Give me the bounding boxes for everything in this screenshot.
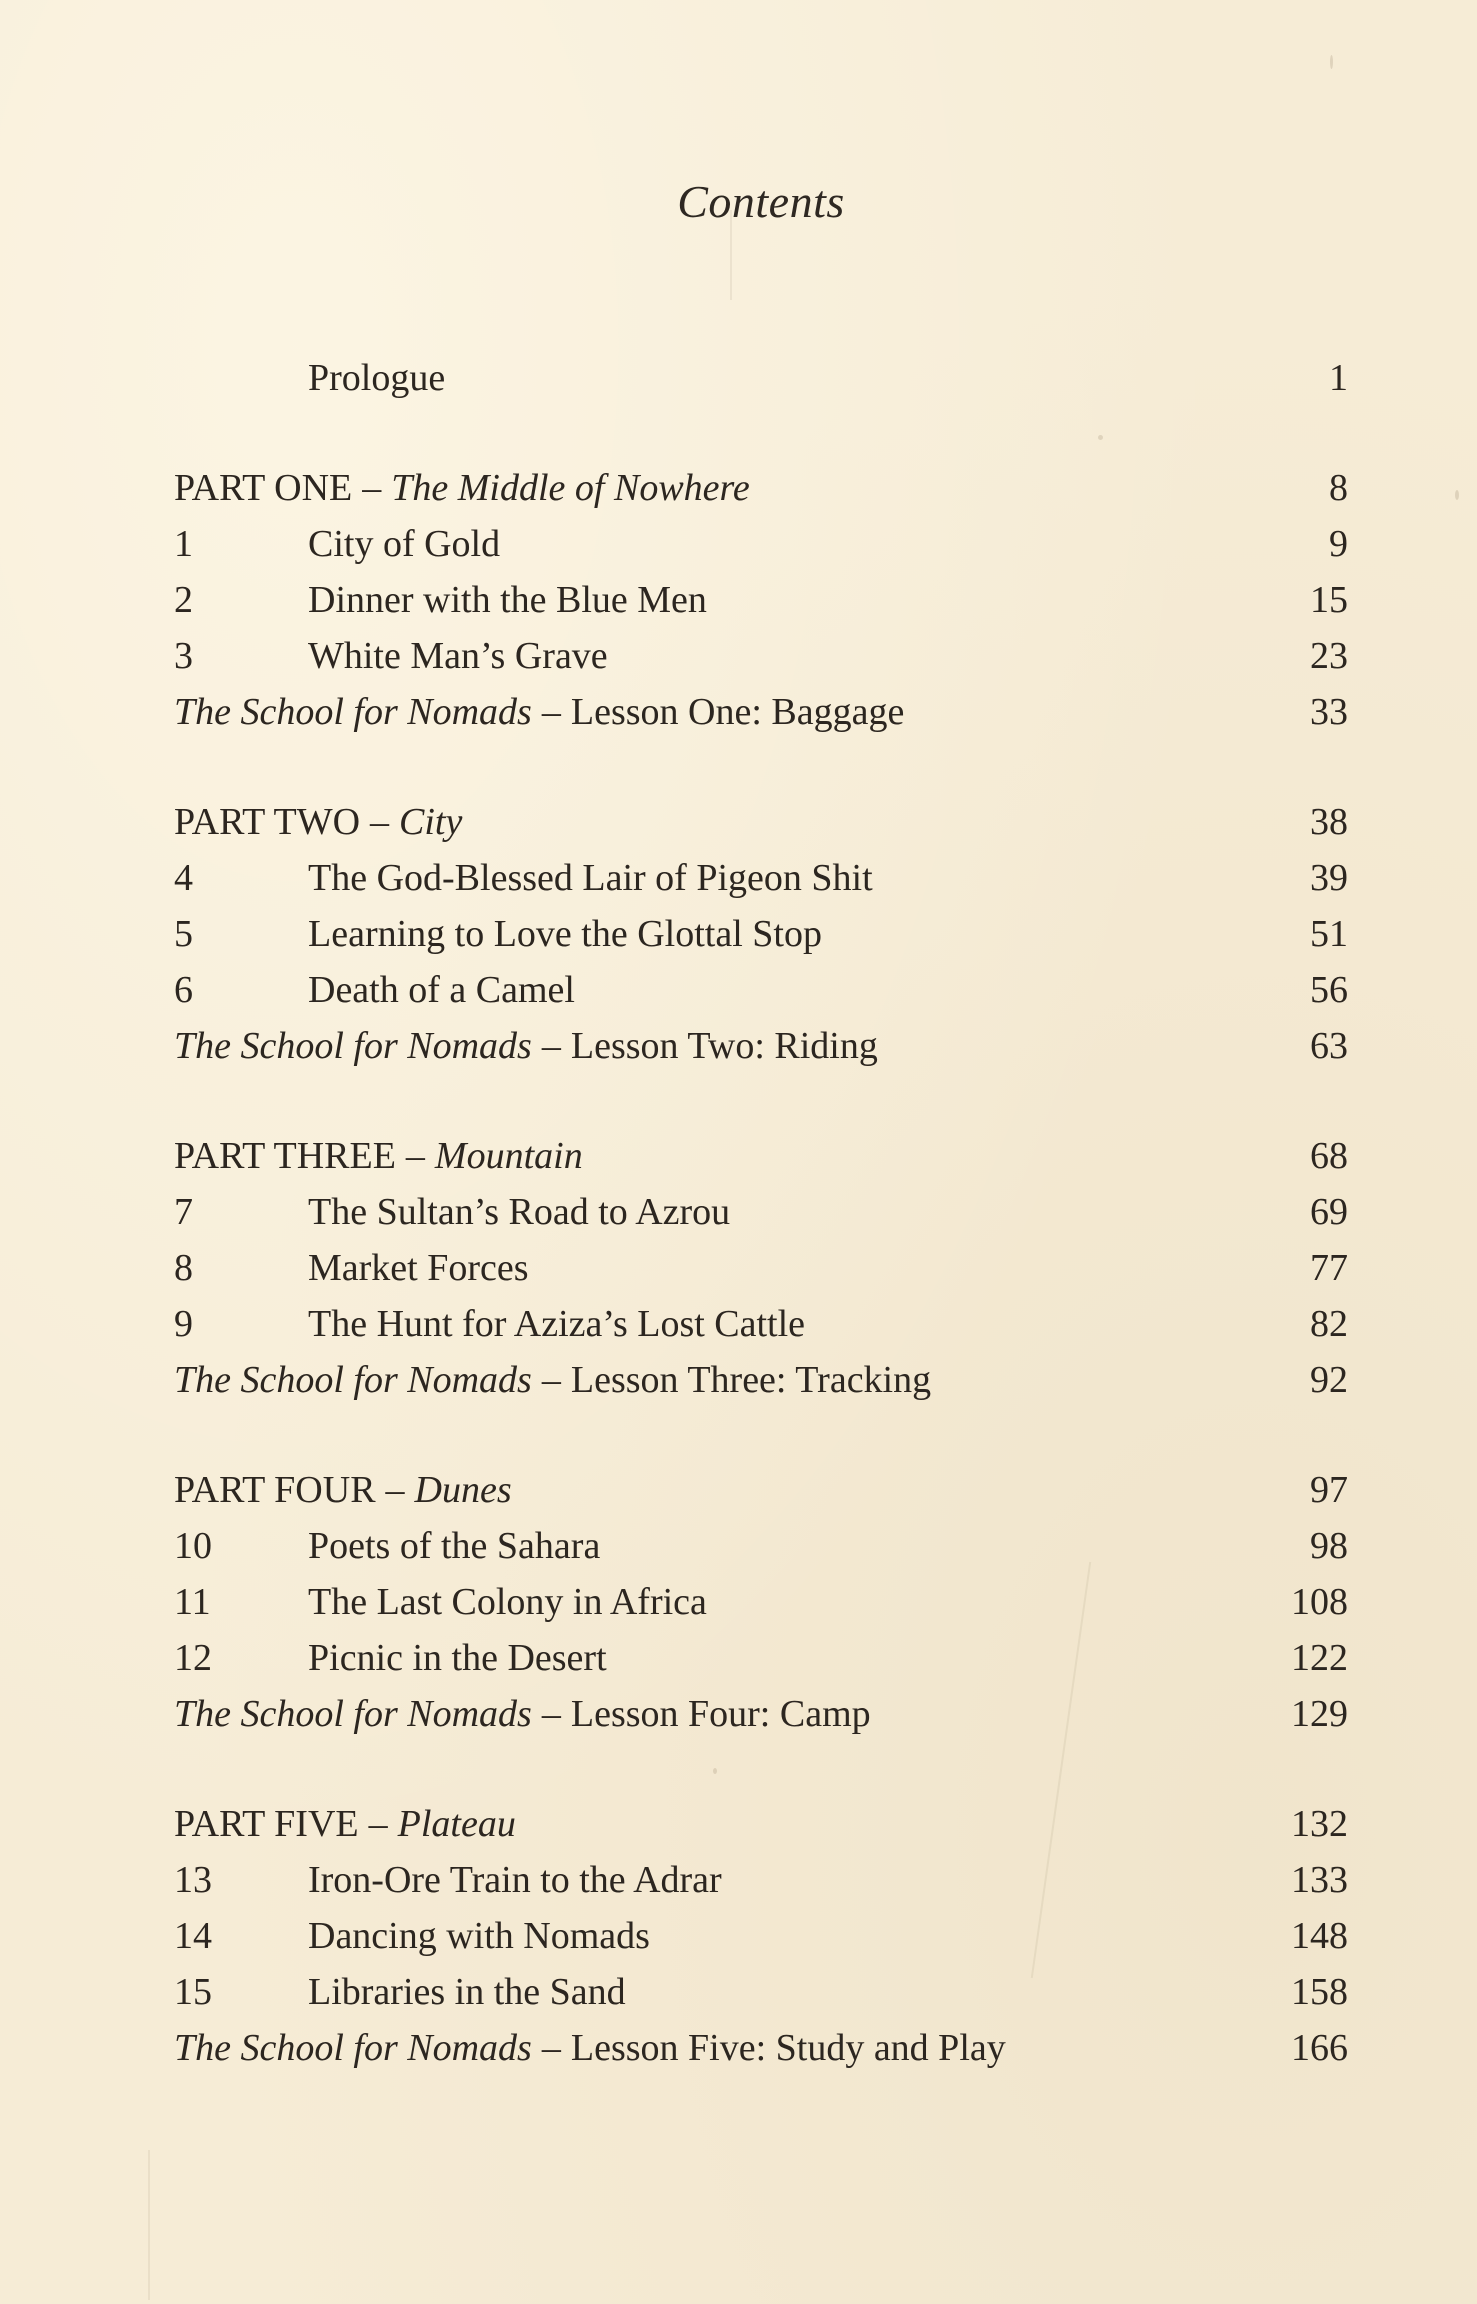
chapter-number: 9	[174, 1303, 193, 1345]
part-page-number: 8	[1329, 467, 1348, 509]
chapter-number: 2	[174, 579, 193, 621]
lesson-row	[174, 1018, 1348, 1074]
separator-dash: –	[541, 1025, 561, 1067]
lesson-entry	[174, 1352, 931, 1408]
chapter-row	[174, 1296, 1348, 1352]
lesson-title: Lesson Three: Tracking	[570, 1359, 932, 1401]
chapter-title: Poets of the Sahara	[308, 1525, 601, 1567]
chapter-title: Market Forces	[308, 1247, 529, 1289]
lesson-prefix: The School for Nomads	[174, 1693, 532, 1735]
chapter-title: Dancing with Nomads	[308, 1915, 650, 1957]
chapter-title: Dinner with the Blue Men	[308, 579, 707, 621]
part-heading	[174, 1128, 583, 1184]
chapter-row	[174, 572, 1348, 628]
chapter-title: Learning to Love the Glottal Stop	[308, 913, 822, 955]
section-gap	[174, 1074, 1348, 1128]
chapter-number: 14	[174, 1915, 212, 1957]
separator-dash: –	[541, 691, 561, 733]
chapter-number: 4	[174, 857, 193, 899]
chapter-row	[174, 1574, 1348, 1630]
chapter-number: 11	[174, 1581, 211, 1623]
paper-fold-line	[148, 2150, 150, 2300]
part-subtitle: Mountain	[434, 1135, 583, 1177]
lesson-row	[174, 2020, 1348, 2076]
part-heading	[174, 794, 462, 850]
lesson-prefix: The School for Nomads	[174, 1025, 532, 1067]
part-heading	[174, 1462, 512, 1518]
chapter-page-number: 122	[1291, 1637, 1348, 1679]
chapter-page-number: 77	[1310, 1247, 1348, 1289]
separator-dash: –	[385, 1469, 405, 1511]
chapter-row	[174, 628, 1348, 684]
chapter-page-number: 15	[1310, 579, 1348, 621]
separator-dash: –	[541, 1359, 561, 1401]
chapter-title: The God-Blessed Lair of Pigeon Shit	[308, 857, 873, 899]
chapter-number: 3	[174, 635, 193, 677]
lesson-row	[174, 1686, 1348, 1742]
part-page-number: 97	[1310, 1469, 1348, 1511]
part-heading-row	[174, 1796, 1348, 1852]
paper-speck	[1455, 490, 1459, 500]
chapter-number: 5	[174, 913, 193, 955]
chapter-number: 15	[174, 1971, 212, 2013]
part-subtitle: City	[399, 801, 463, 843]
lesson-prefix: The School for Nomads	[174, 2027, 532, 2069]
paper-speck	[1330, 55, 1333, 69]
chapter-row	[174, 516, 1348, 572]
chapter-page-number: 9	[1329, 523, 1348, 565]
lesson-page-number: 166	[1291, 2027, 1348, 2069]
part-page-number: 38	[1310, 801, 1348, 843]
chapter-page-number: 148	[1291, 1915, 1348, 1957]
part-heading-row	[174, 460, 1348, 516]
chapter-number: 12	[174, 1637, 212, 1679]
part-heading-row	[174, 1128, 1348, 1184]
chapter-title: City of Gold	[308, 523, 501, 565]
lesson-entry	[174, 2020, 1006, 2076]
part-name: PART FIVE	[174, 1803, 359, 1845]
prologue-page-number: 1	[1329, 357, 1348, 399]
chapter-title: The Last Colony in Africa	[308, 1581, 707, 1623]
part-heading-row	[174, 1462, 1348, 1518]
part-heading-row	[174, 794, 1348, 850]
part-subtitle: Plateau	[397, 1803, 516, 1845]
chapter-title: The Hunt for Aziza’s Lost Cattle	[308, 1303, 806, 1345]
lesson-title: Lesson Two: Riding	[570, 1025, 878, 1067]
part-page-number: 68	[1310, 1135, 1348, 1177]
chapter-title: White Man’s Grave	[308, 635, 608, 677]
chapter-number: 1	[174, 523, 193, 565]
chapter-page-number: 39	[1310, 857, 1348, 899]
lesson-row	[174, 684, 1348, 740]
chapter-page-number: 56	[1310, 969, 1348, 1011]
chapter-title: Death of a Camel	[308, 969, 575, 1011]
lesson-page-number: 63	[1310, 1025, 1348, 1067]
chapter-title: Picnic in the Desert	[308, 1637, 607, 1679]
chapter-row	[174, 1240, 1348, 1296]
chapter-row	[174, 962, 1348, 1018]
chapter-row	[174, 906, 1348, 962]
chapter-page-number: 133	[1291, 1859, 1348, 1901]
lesson-prefix: The School for Nomads	[174, 1359, 532, 1401]
toc-prologue-row	[174, 350, 1348, 406]
chapter-page-number: 158	[1291, 1971, 1348, 2013]
chapter-page-number: 51	[1310, 913, 1348, 955]
page-title: Contents	[677, 176, 845, 227]
chapter-row	[174, 1908, 1348, 1964]
chapter-number: 7	[174, 1191, 193, 1233]
prologue-label: Prologue	[308, 357, 446, 399]
lesson-title: Lesson Four: Camp	[570, 1693, 871, 1735]
part-name: PART FOUR	[174, 1469, 376, 1511]
chapter-row	[174, 1630, 1348, 1686]
section-gap	[174, 1742, 1348, 1796]
separator-dash: –	[370, 801, 390, 843]
chapter-title: Libraries in the Sand	[308, 1971, 626, 2013]
chapter-number: 13	[174, 1859, 212, 1901]
lesson-row	[174, 1352, 1348, 1408]
separator-dash: –	[541, 1693, 561, 1735]
part-subtitle: The Middle of Nowhere	[391, 467, 750, 509]
section-gap	[174, 740, 1348, 794]
section-gap	[174, 1408, 1348, 1462]
separator-dash: –	[368, 1803, 388, 1845]
chapter-number: 6	[174, 969, 193, 1011]
chapter-page-number: 82	[1310, 1303, 1348, 1345]
part-name: PART TWO	[174, 801, 361, 843]
lesson-entry	[174, 1686, 871, 1742]
part-heading	[174, 460, 750, 516]
part-name: PART ONE	[174, 467, 353, 509]
section-gap	[174, 406, 1348, 460]
separator-dash: –	[405, 1135, 425, 1177]
part-page-number: 132	[1291, 1803, 1348, 1845]
lesson-prefix: The School for Nomads	[174, 691, 532, 733]
chapter-row	[174, 1852, 1348, 1908]
lesson-title: Lesson One: Baggage	[570, 691, 905, 733]
chapter-number: 8	[174, 1247, 193, 1289]
lesson-page-number: 92	[1310, 1359, 1348, 1401]
separator-dash: –	[541, 2027, 561, 2069]
lesson-entry	[174, 684, 904, 740]
part-subtitle: Dunes	[414, 1469, 512, 1511]
chapter-title: Iron-Ore Train to the Adrar	[308, 1859, 722, 1901]
chapter-page-number: 98	[1310, 1525, 1348, 1567]
chapter-number: 10	[174, 1525, 212, 1567]
part-name: PART THREE	[174, 1135, 396, 1177]
lesson-page-number: 33	[1310, 691, 1348, 733]
chapter-title: The Sultan’s Road to Azrou	[308, 1191, 731, 1233]
lesson-page-number: 129	[1291, 1693, 1348, 1735]
part-heading	[174, 1796, 516, 1852]
chapter-page-number: 108	[1291, 1581, 1348, 1623]
separator-dash: –	[362, 467, 382, 509]
chapter-row	[174, 1518, 1348, 1574]
lesson-entry	[174, 1018, 878, 1074]
chapter-page-number: 69	[1310, 1191, 1348, 1233]
lesson-title: Lesson Five: Study and Play	[570, 2027, 1006, 2069]
chapter-row	[174, 1964, 1348, 2020]
chapter-row	[174, 850, 1348, 906]
chapter-page-number: 23	[1310, 635, 1348, 677]
table-of-contents	[174, 350, 1348, 2076]
chapter-row	[174, 1184, 1348, 1240]
